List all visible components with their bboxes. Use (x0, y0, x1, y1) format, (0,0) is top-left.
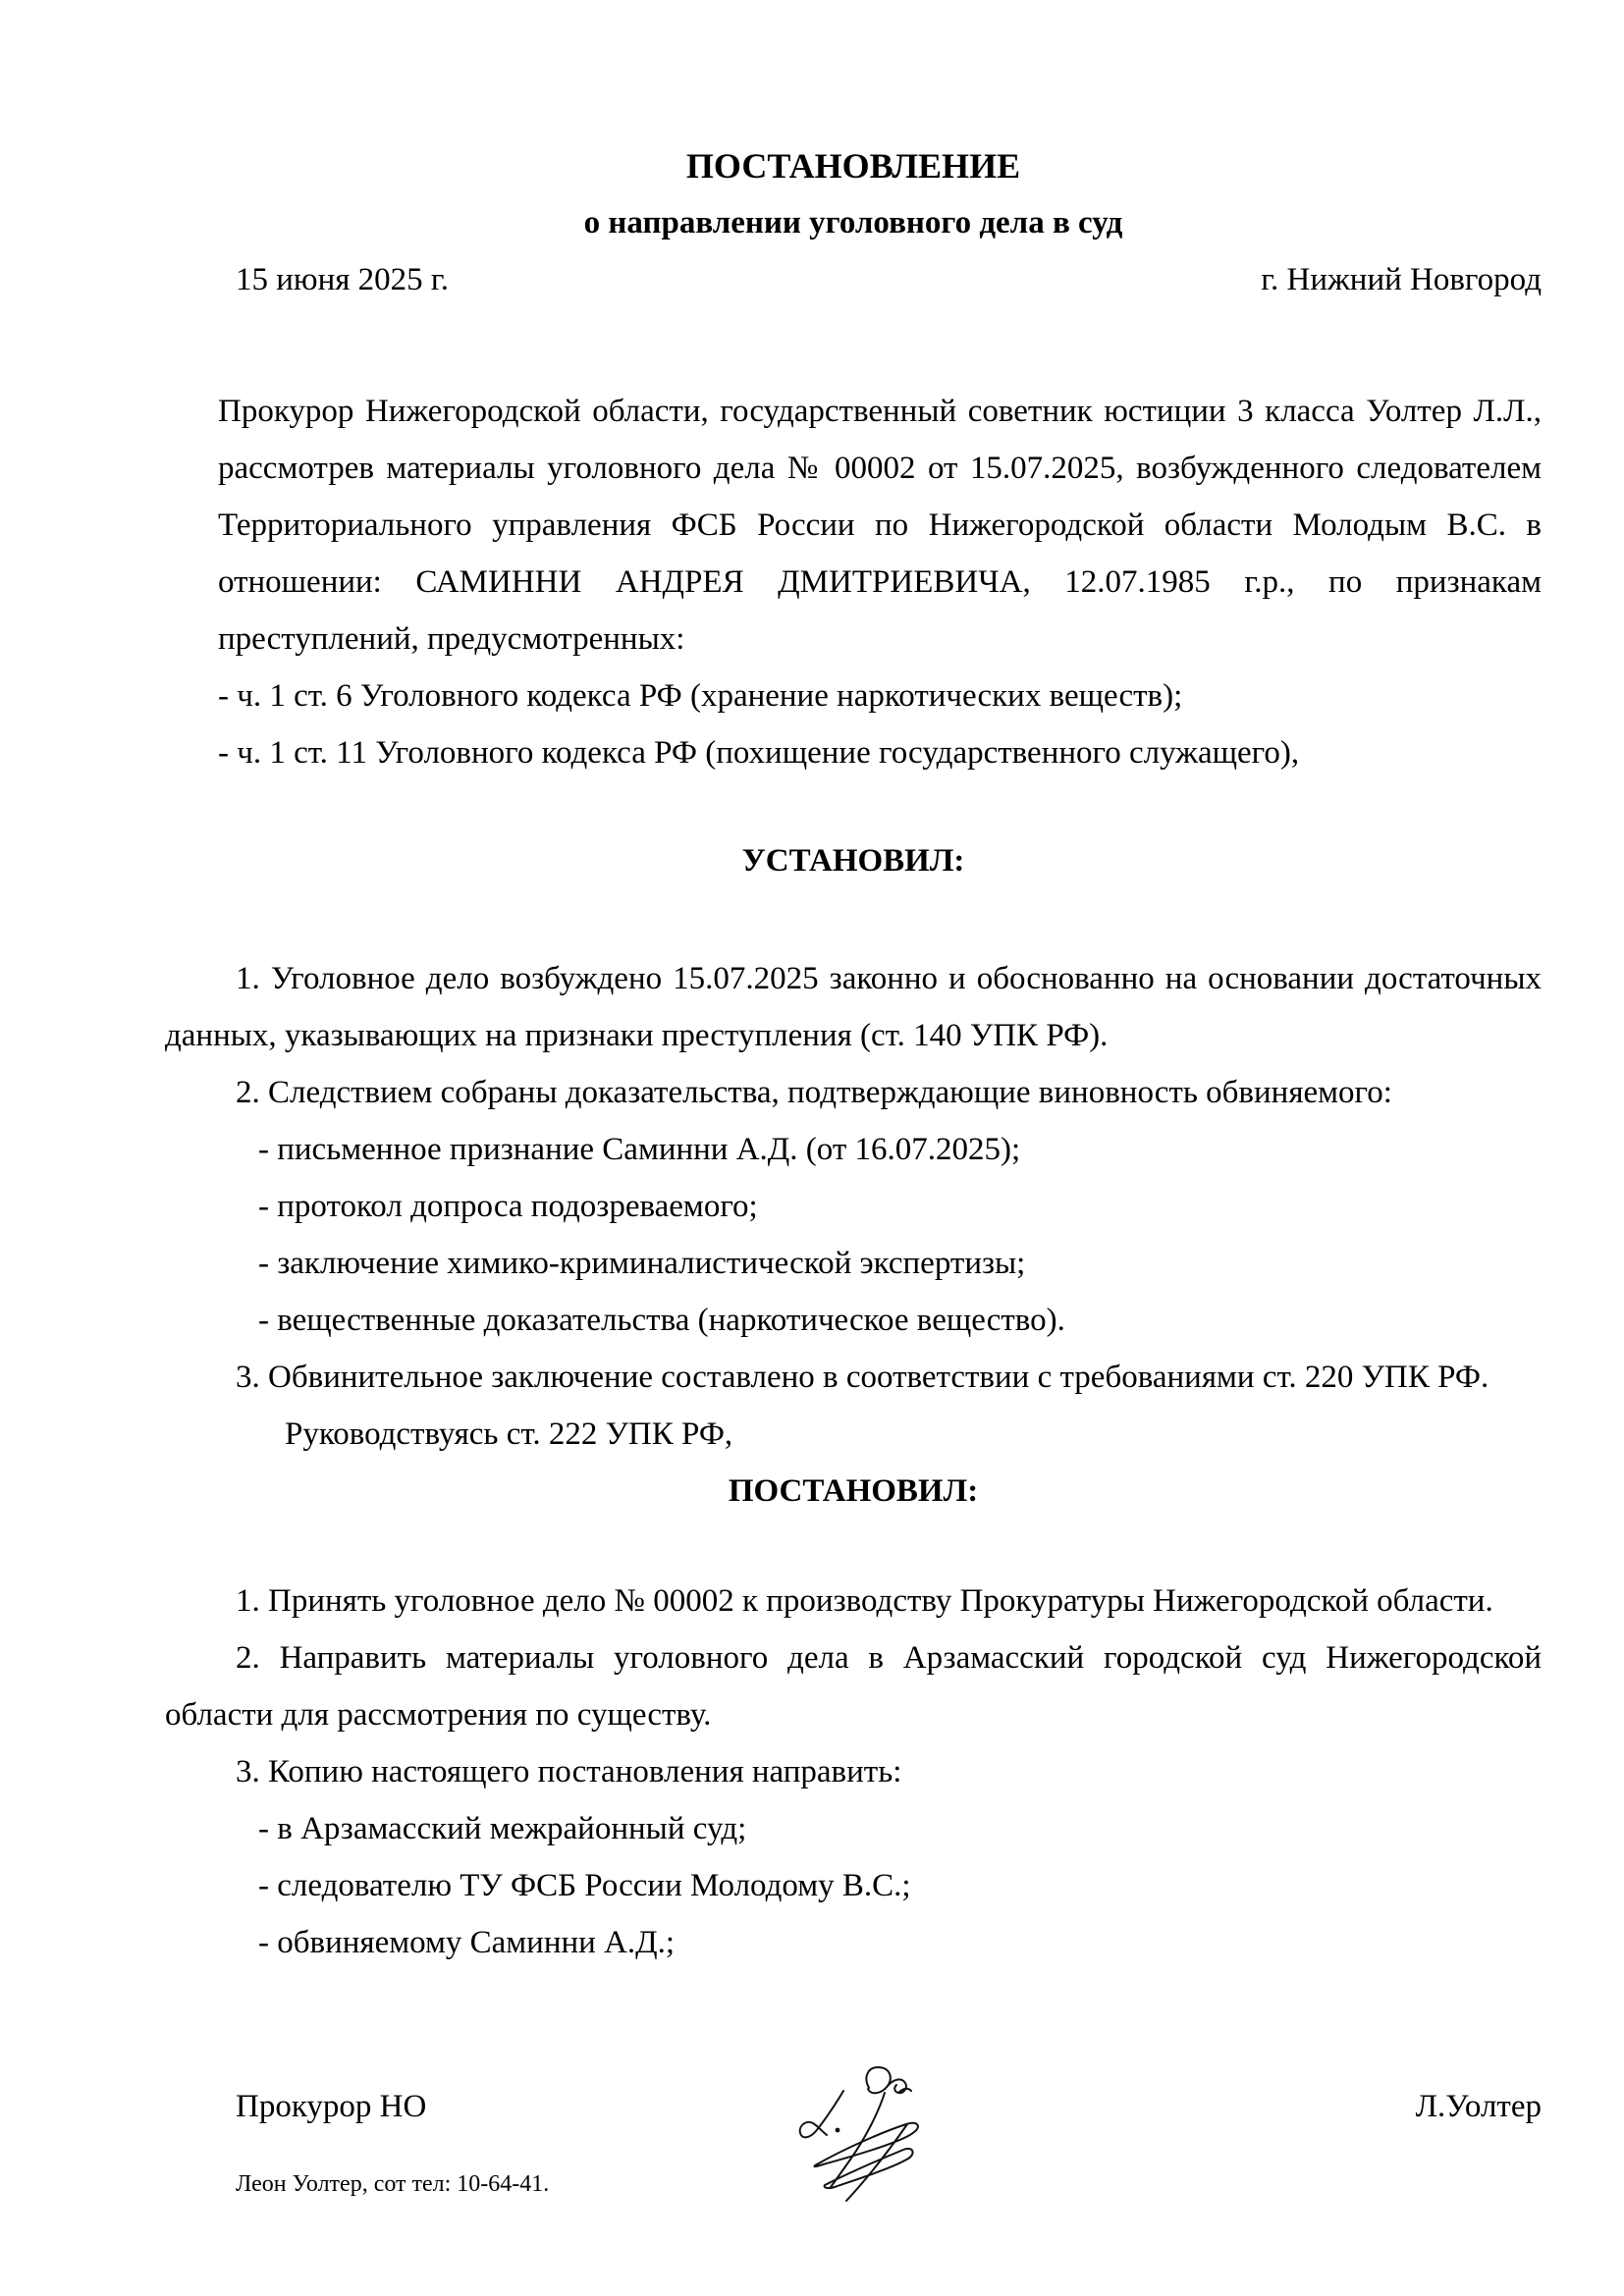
evidence-item: - протокол допроса подозреваемого; (258, 1189, 758, 1224)
evidence-item: - письменное признание Саминни А.Д. (от 16.07.2025); (258, 1132, 1021, 1167)
evidence-item: - заключение химико-криминалистической экспертизы; (258, 1246, 1026, 1281)
recipients-list (258, 1800, 1542, 1971)
established-section (165, 950, 1542, 1463)
document-date: 15 июня 2025 г. (236, 262, 449, 297)
document-title: ПОСТАНОВЛЕНИЕ (685, 146, 1021, 186)
signer-name: Л.Уолтер (1415, 2089, 1542, 2124)
signature-block (165, 2078, 1542, 2199)
contact-note: Леон Уолтер, сот тел: 10-64-41. (236, 2171, 550, 2197)
recipient-item: - обвиняемому Саминни А.Д.; (258, 1925, 676, 1960)
evidence-list (258, 1121, 1542, 1349)
charges-list (218, 667, 1542, 781)
established-heading: УСТАНОВИЛ: (741, 843, 965, 879)
charge-item: - ч. 1 ст. 6 Уголовного кодекса РФ (хранение наркотических веществ); (218, 678, 1183, 714)
guided-by-line: Руководствуясь ст. 222 УПК РФ, (285, 1416, 733, 1452)
document-subtitle: о направлении уголовного дела в суд (583, 205, 1123, 240)
resolved-item: 3. Копию настоящего постановления направить: (236, 1754, 902, 1789)
resolved-section (165, 1573, 1542, 1971)
established-item: 3. Обвинительное заключение составлено в соответствии с требованиями ст. 220 УПК РФ. (236, 1360, 1489, 1395)
document-place: г. Нижний Новгород (1261, 262, 1542, 297)
handwritten-signature-icon (725, 2063, 941, 2260)
established-item: 2. Следствием собраны доказательства, подтверждающие виновность обвиняемого: (236, 1075, 1392, 1110)
charge-item: - ч. 1 ст. 11 Уголовного кодекса РФ (похищение государственного служащего), (218, 735, 1300, 771)
intro-paragraph: Прокурор Нижегородской области, государственный советник юстиции 3 класса Уолтер Л.Л., рассмотрев материалы уголовного дела № 00002 от 15.07.2025, возбужденного следователем Территориального управления ФСБ России по Нижегородской области Молодым В.С. в отношении: САМИННИ АНДРЕЯ ДМИТРИЕВИЧА, 12.07.1985 г.р., по признакам преступлений, предусмотренных: (218, 394, 1542, 657)
resolved-heading: ПОСТАНОВИЛ: (728, 1473, 979, 1509)
established-item: 1. Уголовное дело возбуждено 15.07.2025 законно и обоснованно на основании достаточных данных, указывающих на признаки преступления (ст. 140 УПК РФ). (165, 961, 1542, 1053)
signer-role: Прокурор НО (236, 2089, 427, 2124)
recipient-item: - следователю ТУ ФСБ России Молодому В.С.; (258, 1868, 911, 1903)
resolved-item: 2. Направить материалы уголовного дела в Арзамасский городской суд Нижегородской области для рассмотрения по существу. (165, 1640, 1542, 1733)
evidence-item: - вещественные доказательства (наркотическое вещество). (258, 1303, 1065, 1338)
resolved-item: 1. Принять уголовное дело № 00002 к производству Прокуратуры Нижегородской области. (236, 1583, 1493, 1619)
dateline (165, 251, 1542, 308)
recipient-item: - в Арзамасский межрайонный суд; (258, 1811, 747, 1846)
